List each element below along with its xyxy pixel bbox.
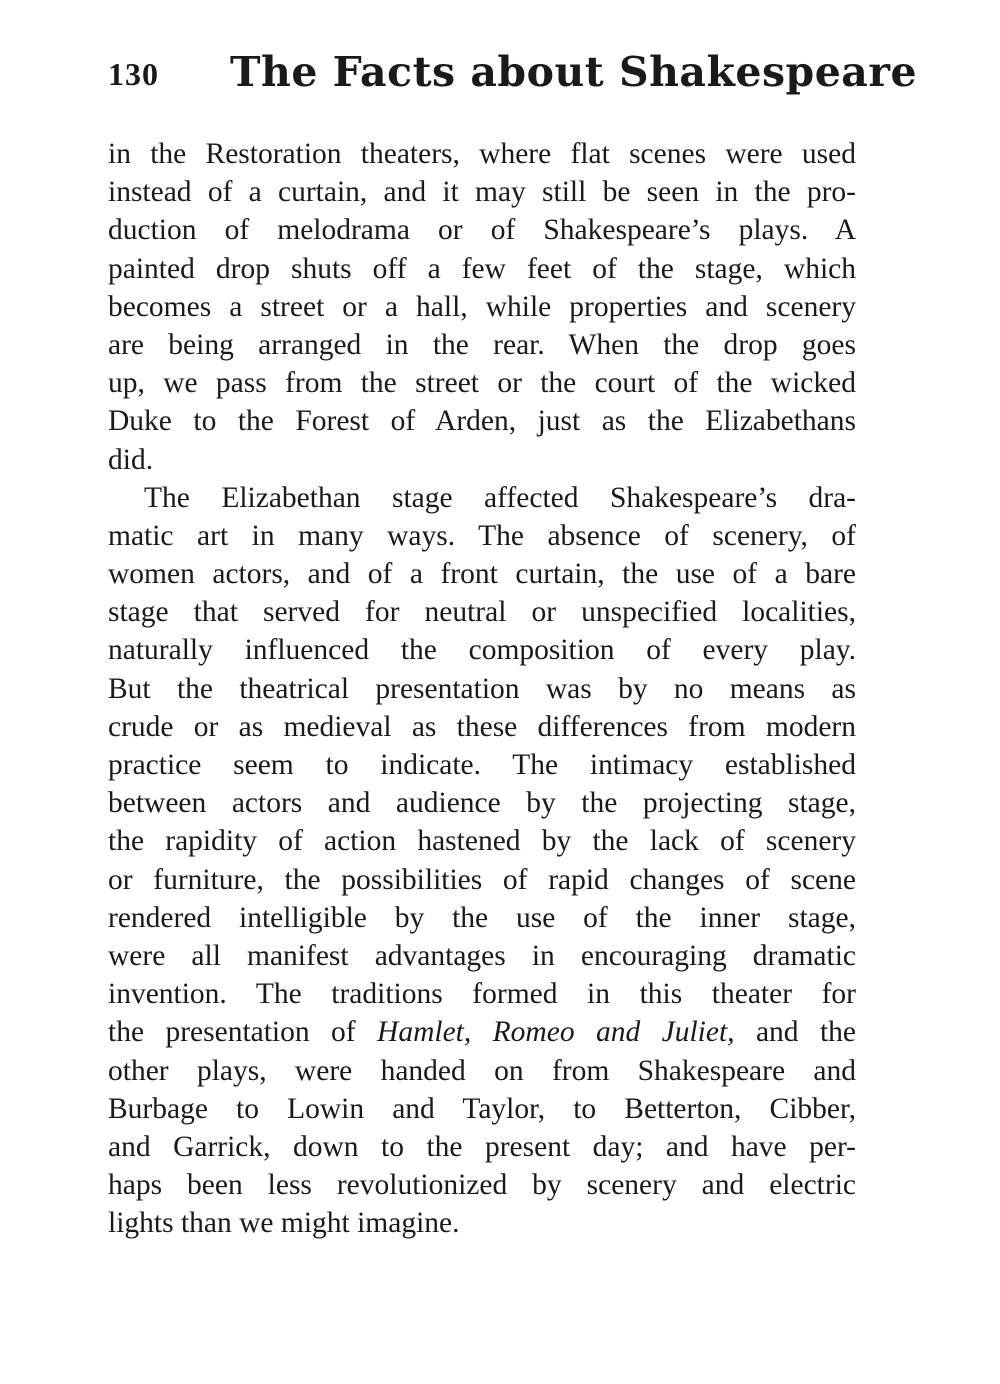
text-line: Duke to the Forest of Arden, just as the Elizabethans (108, 405, 856, 438)
text-line: other plays, were handed on from Shakespeare and (108, 1054, 856, 1087)
text-line: the rapidity of action hastened by the lack of scenery (108, 825, 856, 858)
paragraph-2 (108, 479, 856, 1243)
text-line: or furniture, the possibilities of rapid changes of scene (108, 863, 856, 896)
text-line: But the theatrical presentation was by no means as (108, 672, 856, 705)
text-line: naturally influenced the composition of every play. (108, 634, 856, 667)
text-line: between actors and audience by the projecting stage, (108, 787, 856, 820)
text-line: stage that served for neutral or unspecified localities, (108, 596, 856, 629)
text-line: practice seem to indicate. The intimacy established (108, 749, 856, 781)
text-line: up, we pass from the street or the court of the wicked (108, 367, 856, 400)
text-fragment: the presentation of (108, 1016, 378, 1049)
text-line: in the Restoration theaters, where flat scenes were used (108, 138, 856, 170)
page-header (108, 42, 918, 102)
text-line: lights than we might imagine. (108, 1207, 460, 1240)
text-line: crude or as medieval as these differences from modern (108, 710, 856, 743)
text-line-with-titles (108, 1013, 856, 1051)
text-line: and Garrick, down to the present day; and have per- (108, 1130, 856, 1163)
text-line: are being arranged in the rear. When the drop goes (108, 328, 856, 361)
text-line: rendered intelligible by the use of the inner stage, (108, 901, 856, 934)
text-line: haps been less revolutionized by scenery and electric (108, 1169, 856, 1202)
text-fragment (471, 1016, 492, 1048)
text-line: becomes a street or a hall, while properties and scenery (108, 290, 856, 323)
text-line: The Elizabethan stage affected Shakespeare’s dra- (144, 481, 856, 514)
text-line: were all manifest advantages in encouraging dramatic (108, 939, 856, 972)
text-line: painted drop shuts off a few feet of the stage, which (108, 252, 856, 285)
text-line: did. (108, 443, 154, 476)
body-text (108, 135, 856, 1242)
running-title: The Facts about Shakespeare (230, 48, 918, 96)
text-line: invention. The traditions formed in this theater for (108, 978, 856, 1011)
text-line: instead of a curtain, and it may still be seen in the pro- (108, 176, 856, 209)
text-line: matic art in many ways. The absence of scenery, of (108, 519, 856, 552)
italic-title-romeo-and-juliet: Romeo and Juliet, (492, 1016, 735, 1049)
text-line: duction of melodrama or of Shakespeare’s plays. A (108, 214, 856, 247)
paragraph-1 (108, 135, 856, 479)
text-line: Burbage to Lowin and Taylor, to Betterton, Cibber, (108, 1092, 856, 1125)
text-fragment: and the (734, 1016, 856, 1049)
text-line: women actors, and of a front curtain, the use of a bare (108, 558, 856, 591)
italic-title-hamlet: Hamlet, (377, 1016, 472, 1049)
page-number: 130 (108, 56, 159, 92)
